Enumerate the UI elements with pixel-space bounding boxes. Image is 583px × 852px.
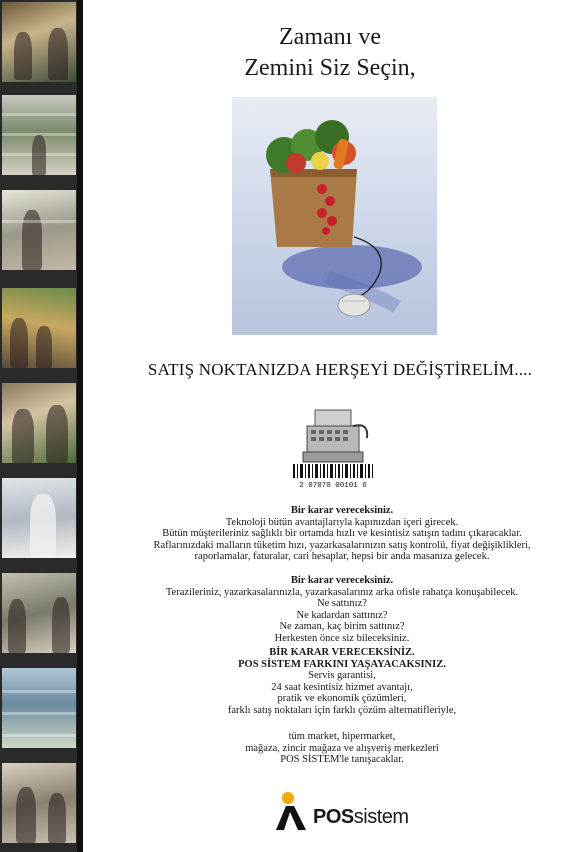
store-photo-9: [2, 763, 76, 843]
section-1: [112, 505, 572, 563]
section-2-title: Bir karar vereceksiniz.: [290, 575, 394, 586]
store-photo-3: [2, 190, 76, 270]
store-photo-5: [2, 383, 76, 463]
cash-register-illustration: [283, 404, 383, 489]
possistem-logo-text: [313, 806, 409, 829]
section-3-line: farklı satış noktaları için farklı çözüm alternatifleriyle,: [227, 704, 457, 716]
grocery-bag-mouse-illustration: [232, 97, 437, 335]
store-photo-6: [2, 478, 76, 558]
store-photo-4: [2, 288, 76, 368]
section-3-title-1: BİR KARAR VERECEKSİNİZ.: [269, 647, 415, 658]
section-1-line: Raflarınızdaki malların tüketim hızı, yazarkasalarınızın satış kontrolü, fiyat değişiklikleri,: [153, 539, 531, 551]
section-3-line: pratik ve ekonomik çözümleri,: [277, 693, 407, 705]
section-2: [112, 575, 572, 645]
section-4: [112, 731, 572, 766]
store-photo-8: [2, 668, 76, 748]
store-photo-1: [2, 2, 76, 82]
cash-register-icon: [283, 404, 383, 489]
section-3-title-2: POS SİSTEM FARKINI YAŞAYACAKSINIZ.: [238, 658, 446, 670]
headline-line-2: Zemini Siz Seçin,: [244, 55, 416, 81]
section-2-line: Ne zaman, kaç birim sattınız?: [279, 621, 405, 633]
section-2-line: Terazileriniz, yazarkasalarınızla, yazarkasalarınız arka ofisle rahatça konuşabilecek.: [165, 586, 519, 598]
section-2-line: Ne kadardan sattınız?: [296, 609, 388, 621]
subheadline: SATIŞ NOKTANIZDA HERŞEYİ DEĞİŞTİRELİM....: [147, 360, 533, 379]
photo-strip: [0, 0, 83, 852]
section-1-line: raporlamalar, faturalar, cari hesaplar, hepsi bir anda masanıza gelecek.: [194, 551, 490, 563]
headline-line-1: Zamanı ve: [279, 24, 381, 50]
logo-suffix: sistem: [353, 806, 409, 828]
section-1-line: Bütün müşterileriniz sağlıklı bir ortamda hızlı ve kesintisiz satışın tadını çıkaracaklar.: [162, 528, 522, 540]
section-3: [112, 647, 572, 717]
barcode-number: 2 07070 00101 6: [299, 482, 367, 489]
section-3-line: 24 saat kesintisiz hizmet avantajı,: [271, 681, 413, 693]
store-photo-7: [2, 573, 76, 653]
store-photo-2: [2, 95, 76, 175]
section-4-line: mağaza, zincir mağaza ve alışveriş merkezleri: [245, 742, 439, 754]
possistem-logo-mark-icon: [272, 790, 316, 832]
hero-image: [232, 97, 437, 335]
section-1-line: Teknoloji bütün avantajlarıyla kapınızdan içeri girecek.: [225, 516, 459, 528]
logo-prefix: POS: [313, 806, 354, 828]
section-3-line: Servis garantisi,: [308, 670, 376, 682]
section-2-line: Ne sattınız?: [317, 598, 367, 610]
section-4-line: POS SİSTEM'le tanışacaklar.: [280, 754, 404, 766]
headline: [200, 22, 460, 84]
section-4-line: tüm market, hipermarket,: [288, 731, 396, 742]
section-2-line: Herkesten önce siz bileceksiniz.: [274, 632, 410, 644]
strip-edge: [77, 0, 83, 852]
section-1-title: Bir karar vereceksiniz.: [290, 505, 394, 516]
